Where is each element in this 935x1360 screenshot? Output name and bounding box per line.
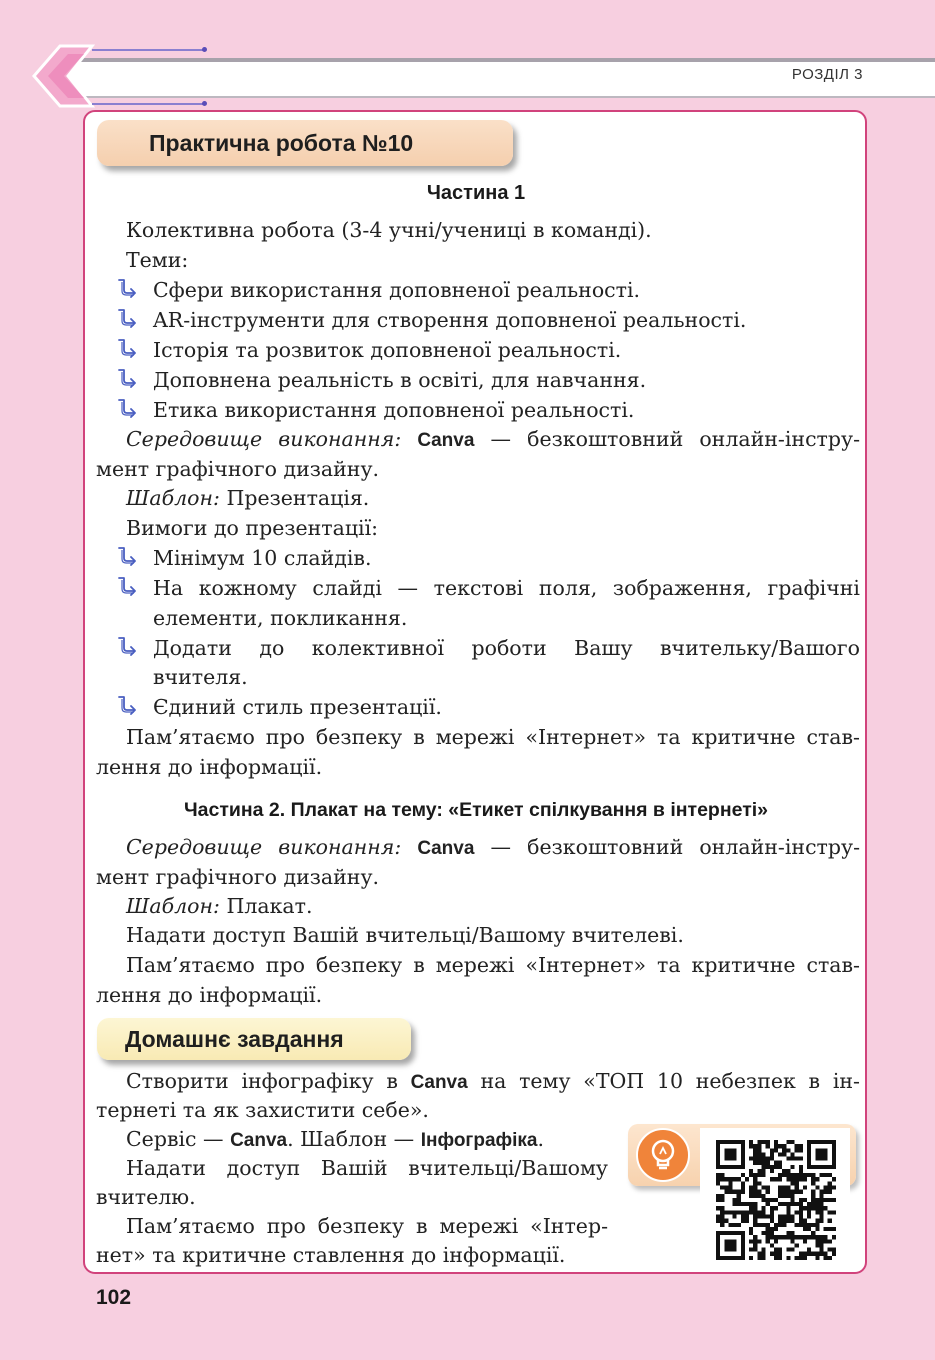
topic-item: Історія та розвиток доповненої реальності. xyxy=(153,338,622,362)
header-deco-line xyxy=(92,49,204,51)
template-line: Шаблон: Плакат. xyxy=(126,894,313,918)
hand-pointing-icon xyxy=(116,308,142,332)
safety-line: Пам’ятаємо про безпеку в мережі «Інтернет» та критичне став- xyxy=(126,725,860,749)
hand-pointing-icon xyxy=(116,278,142,302)
safety-line-2: нет» та критичне ставлення до інформації. xyxy=(96,1243,566,1267)
header-deco-line xyxy=(92,103,204,105)
chevron-left-icon xyxy=(30,44,100,108)
template-line: Шаблон: Презентація. xyxy=(126,486,370,510)
team-text: Колективна робота (3-4 учні/учениці в команді). xyxy=(126,218,652,242)
env-line-2: мент графічного дизайну. xyxy=(96,865,380,889)
requirement-item: Мінімум 10 слайдів. xyxy=(153,546,372,570)
hand-pointing-icon xyxy=(116,546,142,570)
requirement-item: На кожному слайді — текстові поля, зображення, графічні xyxy=(153,576,860,600)
hand-pointing-icon xyxy=(116,695,142,719)
safety-line-2: лення до інформації. xyxy=(96,983,323,1007)
access-line: Надати доступ Вашій вчительці/Вашому вчителеві. xyxy=(126,923,684,947)
hand-pointing-icon xyxy=(116,576,142,600)
topic-item: Етика використання доповненої реальності. xyxy=(153,398,635,422)
topic-item: Доповнена реальність в освіті, для навчання. xyxy=(153,368,647,392)
hand-pointing-icon xyxy=(116,338,142,362)
homework-line: Створити інфографіку в Canva на тему «ТОП 10 небезпек в ін- xyxy=(126,1069,860,1093)
topics-label: Теми: xyxy=(126,248,189,272)
hand-pointing-icon xyxy=(116,398,142,422)
env-line: Середовище виконання: Canva — безкоштовний онлайн-інстру- xyxy=(126,835,860,859)
env-line: Середовище виконання: Canva — безкоштовний онлайн-інстру- xyxy=(126,427,860,451)
safety-line: Пам’ятаємо про безпеку в мережі «Інтернет» та критичне став- xyxy=(126,953,860,977)
service-line: Сервіс — Canva. Шаблон — Інфографіка. xyxy=(126,1127,545,1151)
requirement-item: Єдиний стиль презентації. xyxy=(153,695,442,719)
practical-title: Практична робота №10 xyxy=(97,120,513,166)
safety-line-2: лення до інформації. xyxy=(96,755,323,779)
homework-title: Домашнє завдання xyxy=(97,1018,411,1060)
requirement-item: вчителя. xyxy=(153,665,248,689)
access-line: Надати доступ Вашій вчительці/Вашому xyxy=(126,1156,608,1180)
page-number: 102 xyxy=(96,1286,132,1309)
topic-item: AR-інструменти для створення доповненої реальності. xyxy=(153,308,747,332)
part2-heading: Частина 2. Плакат на тему: «Етикет спілкування в інтернеті» xyxy=(183,799,769,821)
header-deco-dot xyxy=(202,101,207,106)
qr-code[interactable] xyxy=(716,1140,836,1260)
part1-heading: Частина 1 xyxy=(426,182,526,204)
hand-pointing-icon xyxy=(116,636,142,660)
section-label: РОЗДІЛ 3 xyxy=(791,66,863,83)
requirement-item: елементи, покликання. xyxy=(153,606,408,630)
header-deco-dot xyxy=(202,47,207,52)
hand-pointing-icon xyxy=(116,368,142,392)
topic-item: Сфери використання доповненої реальності. xyxy=(153,278,641,302)
lightbulb-icon xyxy=(636,1128,690,1182)
requirement-item: Додати до колективної роботи Вашу вчительку/Вашого xyxy=(153,636,860,660)
env-line-2: мент графічного дизайну. xyxy=(96,457,380,481)
requirements-label: Вимоги до презентації: xyxy=(126,516,379,540)
homework-line-2: тернеті та як захистити себе». xyxy=(96,1098,429,1122)
safety-line: Пам’ятаємо про безпеку в мережі «Інтер- xyxy=(126,1214,608,1238)
access-line-2: вчителю. xyxy=(96,1185,196,1209)
